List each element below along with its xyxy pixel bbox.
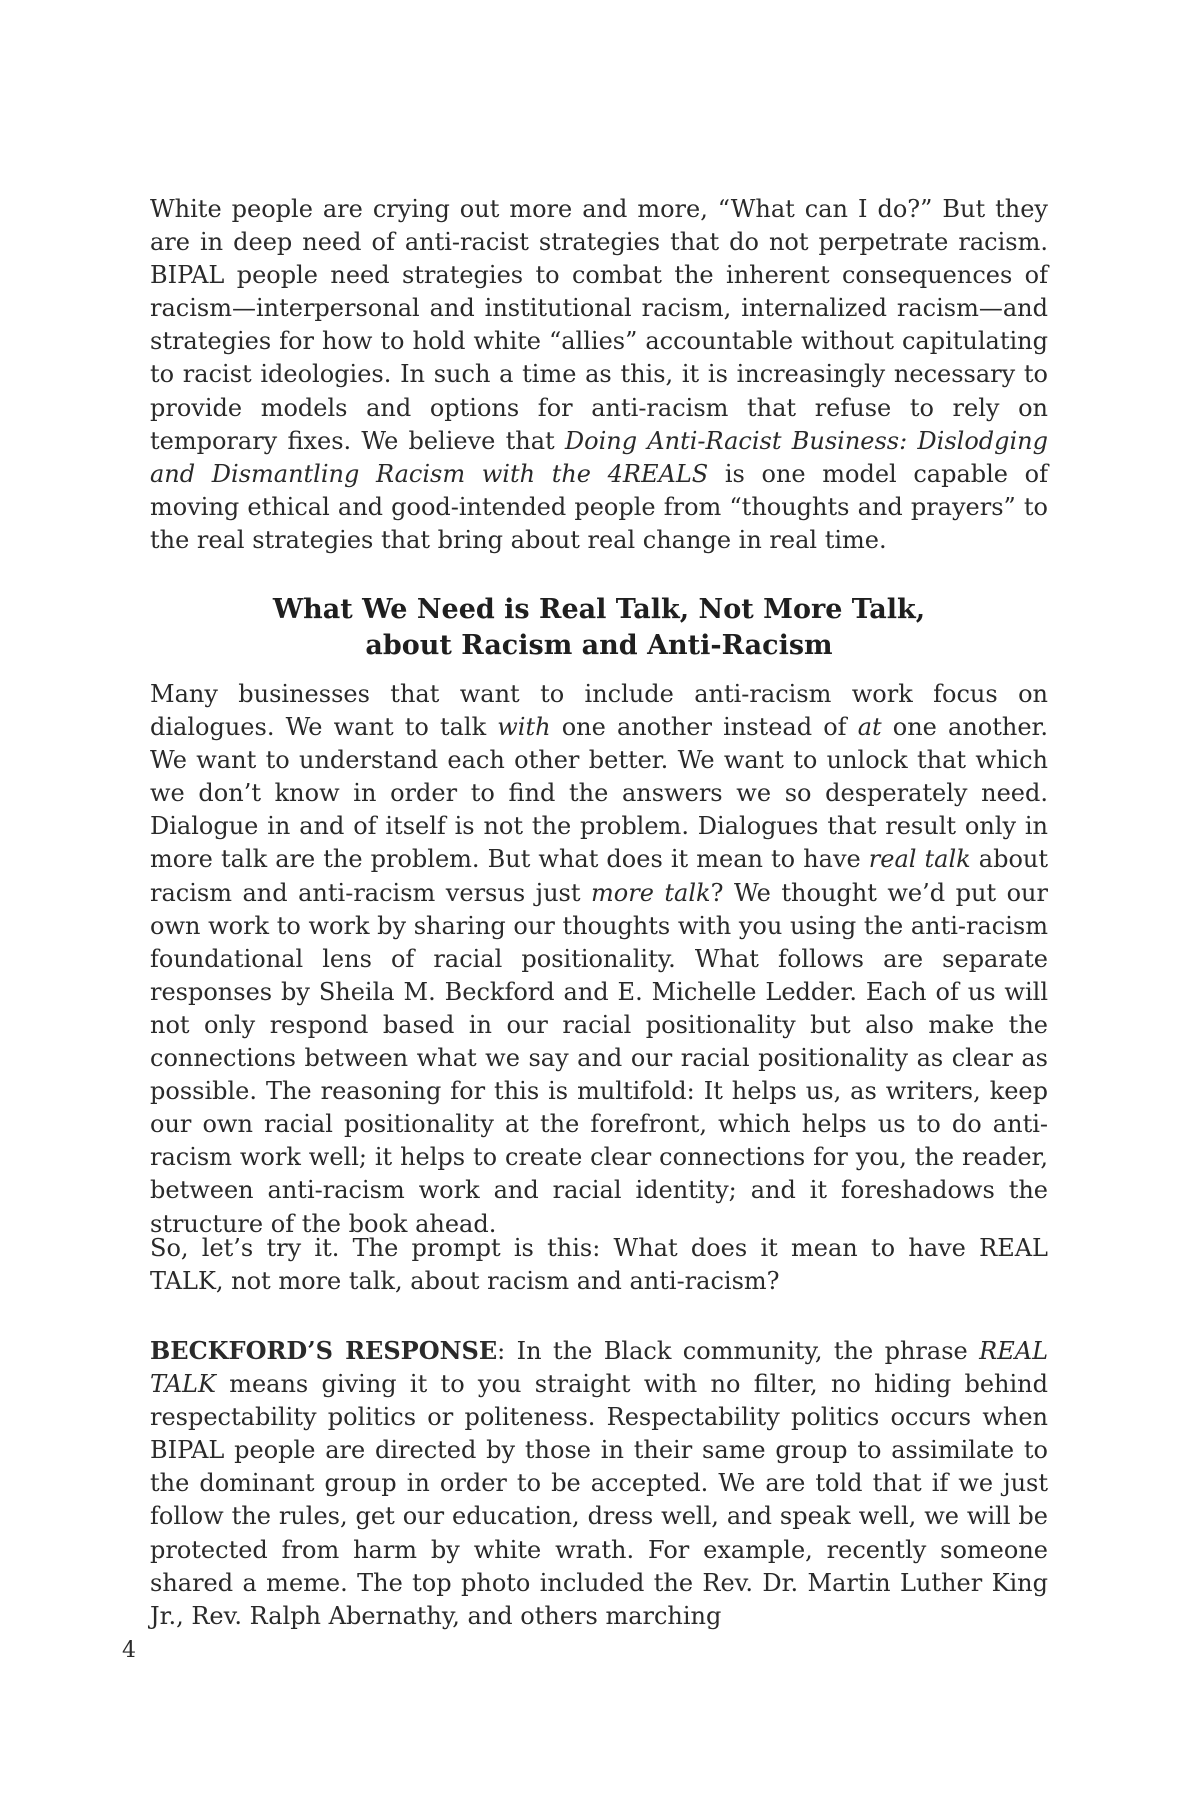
text-run: is one model capable of moving ethical and good-intended people from “thoughts and prayers” to the real strategies that bring about real change in real time. xyxy=(150,459,1048,554)
book-title-italic: Doing Anti-Racist Business: Dislodging and Dismantling Racism with the 4REALS xyxy=(150,426,1048,488)
italic-run: REAL TALK xyxy=(150,1337,1048,1399)
heading-line-2: about Racism and Anti-Racism xyxy=(365,630,833,661)
text-run: means giving it to you straight with no filter, no hiding behind respectability politics or politeness. Respectability politics occurs when BIPAL people are directed by those in their same group to assimilate to the dominant group in order to be accepted. We are told that if we just follow the rules, get our education, dress well, and speak well, we will be protected from harm by white wrath. For example, recently someone shared a meme. The top photo included the Rev. Dr. Martin Luther King Jr., Rev. Ralph Abernathy, and others marching xyxy=(150,1370,1048,1630)
text-run: White people are crying out more and more, “What can I do?” But they are in deep need of anti-racist strategies that do not perpetrate racism. BIPAL people need strategies to combat the inherent consequences of racism—interpersonal and institutional racism, internalized racism—and strategies for how to hold white “allies” accountable without capitulating to racist ideologies. In such a time as this, it is increasingly necessary to provide models and options for anti-racism that refuse to rely on temporary fixes. We believe that xyxy=(150,195,1048,455)
response-label: BECKFORD’S RESPONSE xyxy=(150,1336,498,1365)
intro-paragraph xyxy=(150,193,1048,557)
prompt-paragraph xyxy=(150,1232,1048,1298)
text-run: : In the Black community, the phrase xyxy=(497,1337,980,1365)
dialogues-paragraph xyxy=(150,678,1048,1241)
text-run: Many businesses that want to include anti-racism work focus on dialogues. We want to talk xyxy=(150,680,1048,742)
italic-run: at xyxy=(857,713,882,742)
page-number: 4 xyxy=(122,1638,136,1663)
beckford-response-paragraph xyxy=(150,1334,1048,1633)
text-run: one another instead of xyxy=(550,713,858,742)
prompt-text: So, let’s try it. The prompt is this: What does it mean to have REAL TALK, not more talk, about racism and anti-racism? xyxy=(150,1234,1048,1296)
heading-line-1: What We Need is Real Talk, Not More Talk, xyxy=(272,594,926,625)
text-run: about racism and anti-racism versus just xyxy=(150,845,1048,907)
italic-run: more talk xyxy=(591,878,711,907)
italic-run: with xyxy=(497,713,551,742)
text-run: one another. We want to understand each other better. We want to unlock that which we don’t know in order to find the answers we so desperately need. Dialogue in and of itself is not the problem. Dialogues that result only in more talk are the problem. But what does it mean to have xyxy=(150,713,1049,874)
section-heading xyxy=(150,592,1048,664)
text-run: ? We thought we’d put our own work to work by sharing our thoughts with you using the anti-racism foundational lens of racial positionality. What follows are separate responses by Sheila M. Beckford and E. Michelle Ledder. Each of us will not only respond based in our racial positionality but also make the connections between what we say and our racial positionality as clear as possible. The reasoning for this is multifold: It helps us, as writers, keep our own racial positionality at the forefront, which helps us to do anti-racism work well; it helps to create clear connections for you, the reader, between anti-racism work and racial identity; and it foreshadows the structure of the book ahead. xyxy=(150,878,1048,1238)
italic-run: real talk xyxy=(868,845,971,874)
